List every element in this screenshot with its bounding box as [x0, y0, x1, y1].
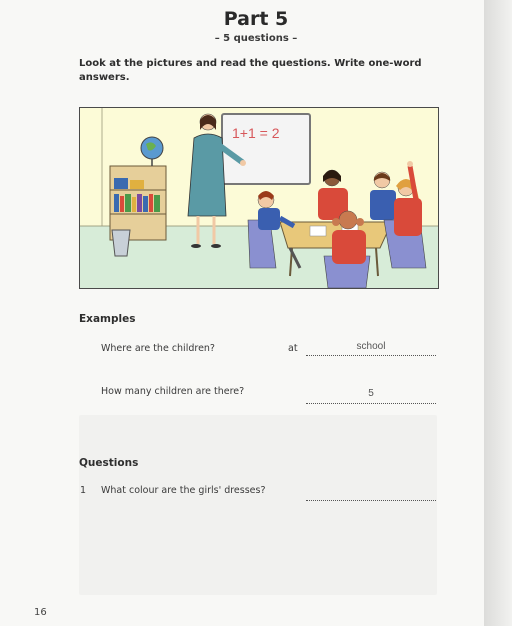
whiteboard-text: 1+1 = 2	[232, 125, 280, 141]
child-boy-right	[370, 172, 396, 220]
examples-heading: Examples	[79, 313, 136, 325]
example-answer-2: 5	[368, 388, 374, 399]
page-title: Part 5	[223, 8, 289, 30]
answer-input-line-1[interactable]	[306, 488, 436, 501]
faded-bleedthrough	[79, 415, 437, 595]
page-subtitle: – 5 questions –	[214, 33, 298, 44]
page-edge	[484, 0, 512, 626]
page-number: 16	[34, 607, 47, 618]
example-answer-prefix-1: at	[288, 343, 298, 354]
example-answer-1: school	[356, 341, 386, 352]
classroom-picture	[79, 107, 439, 289]
waste-bin	[112, 230, 130, 256]
question-text-1: What colour are the girls' dresses?	[101, 485, 266, 496]
classroom-illustration	[80, 108, 438, 288]
question-number-1: 1	[80, 485, 87, 496]
questions-heading: Questions	[79, 457, 139, 469]
example-question-1: Where are the children?	[101, 343, 215, 354]
instructions: Look at the pictures and read the questions. Write one-word answers.	[79, 58, 422, 83]
example-question-2: How many children are there?	[101, 386, 245, 397]
